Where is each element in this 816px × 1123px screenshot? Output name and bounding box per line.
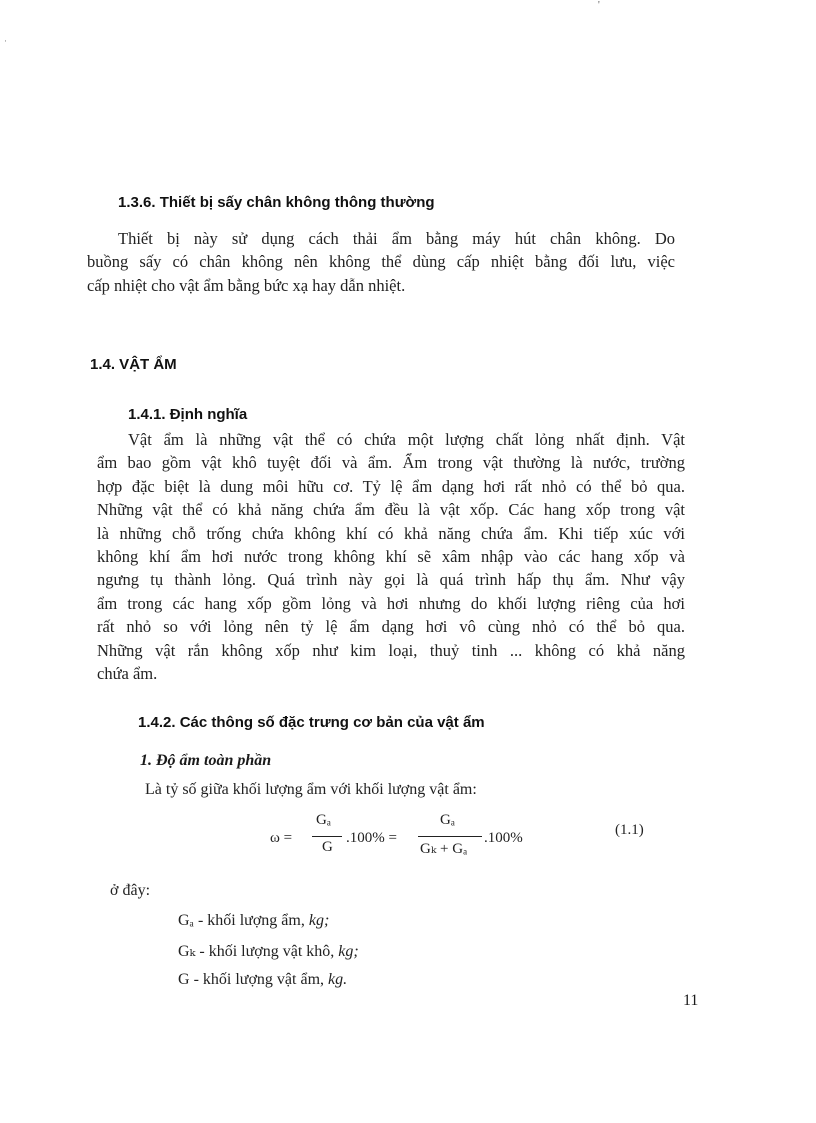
section-heading-1-4: 1.4. VẬT ẨM xyxy=(90,356,177,373)
definition-item xyxy=(178,971,347,989)
text-line: hợp đặc biệt là dung môi hữu cơ. Tỷ lệ ẩm dạng hơi rất nhỏ có thể bỏ qua. xyxy=(97,476,685,496)
section-heading-1-4-1: 1.4.1. Định nghĩa xyxy=(128,406,248,423)
definition-symbol: Gₐ xyxy=(178,912,194,929)
definition-text: - khối lượng ẩm, xyxy=(193,912,309,929)
text-line: buồng sấy có chân không nên không thể dùng cấp nhiệt bằng đối lưu, việc xyxy=(87,252,675,272)
section-heading-1-3-6: 1.3.6. Thiết bị sấy chân không thông thường xyxy=(118,194,435,211)
text-line: ngưng tụ thành lỏng. Quá trình này gọi là quá trình hấp thụ ẩm. Như vậy xyxy=(97,570,685,590)
paragraph-1-3-6 xyxy=(87,227,675,297)
definition-unit: kg; xyxy=(308,912,330,929)
where-label: ở đây: xyxy=(110,882,151,899)
scan-mark: ' xyxy=(598,0,600,11)
formula-numerator-2: Gₐ xyxy=(440,812,455,828)
formula-1-1 xyxy=(270,812,670,864)
sub-heading-do-am: 1. Độ ẩm toàn phần xyxy=(140,752,272,769)
definition-symbol: Gₖ xyxy=(178,943,196,960)
section-heading-1-4-2: 1.4.2. Các thông số đặc trưng cơ bản của vật ẩm xyxy=(138,714,485,731)
definition-symbol: G xyxy=(178,971,190,988)
text-line: Vật ẩm là những vật thể có chứa một lượng chất lỏng nhất định. Vật xyxy=(128,430,685,449)
text-line: chứa ẩm. xyxy=(97,664,158,684)
text-line: rất nhỏ so với lỏng nên tỷ lệ ẩm dạng hơi vô cùng nhỏ có thể bỏ qua. xyxy=(97,617,685,637)
definition-unit: kg; xyxy=(338,943,359,960)
formula-numerator-1: Gₐ xyxy=(316,812,331,828)
text-line: ẩm bao gồm vật khô tuyệt đối và ẩm. Ẩm trong vật thường là nước, trường xyxy=(97,453,685,473)
formula-multiplier-1: .100% = xyxy=(346,830,397,846)
definition-item xyxy=(178,912,329,930)
definition-unit: kg. xyxy=(328,971,348,988)
fraction-bar xyxy=(418,836,482,837)
text-line: Những vật thể có khả năng chứa ẩm đều là vật xốp. Các hang xốp trong vật xyxy=(97,500,685,520)
text-line: là những chỗ trống chứa không khí có khả năng chứa ẩm. Khi tiếp xúc với xyxy=(97,523,685,543)
formula-intro: Là tỷ số giữa khối lượng ẩm với khối lượng vật ẩm: xyxy=(145,781,477,798)
scan-mark-left: · xyxy=(4,36,7,46)
definition-text: - khối lượng vật ẩm, xyxy=(189,971,329,988)
formula-denominator-2: Gₖ + Gₐ xyxy=(420,841,468,857)
text-line: cấp nhiệt cho vật ẩm bằng bức xạ hay dẫn nhiệt. xyxy=(87,275,406,295)
formula-multiplier-2: .100% xyxy=(484,830,523,846)
paragraph-1-4-1 xyxy=(97,428,685,685)
definition-text: - khối lượng vật khô, xyxy=(195,943,339,960)
formula-number: (1.1) xyxy=(615,822,644,838)
page-number: 11 xyxy=(683,992,699,1009)
text-line: ẩm trong các hang xốp gồm lỏng và hơi nhưng do khối lượng riêng của hơi xyxy=(97,593,685,613)
definition-item xyxy=(178,941,359,961)
text-line: không khí ẩm hơi nước trong không khí sẽ xâm nhập vào các hang xốp và xyxy=(97,547,685,567)
text-line: Những vật rắn không xốp như kim loại, thuỷ tinh ... không có khả năng xyxy=(97,640,685,660)
formula-denominator-1: G xyxy=(322,839,333,855)
formula-lhs: ω = xyxy=(270,830,293,846)
fraction-bar xyxy=(312,836,342,837)
text-line: Thiết bị này sử dụng cách thải ẩm bằng máy hút chân không. Do xyxy=(118,229,675,248)
